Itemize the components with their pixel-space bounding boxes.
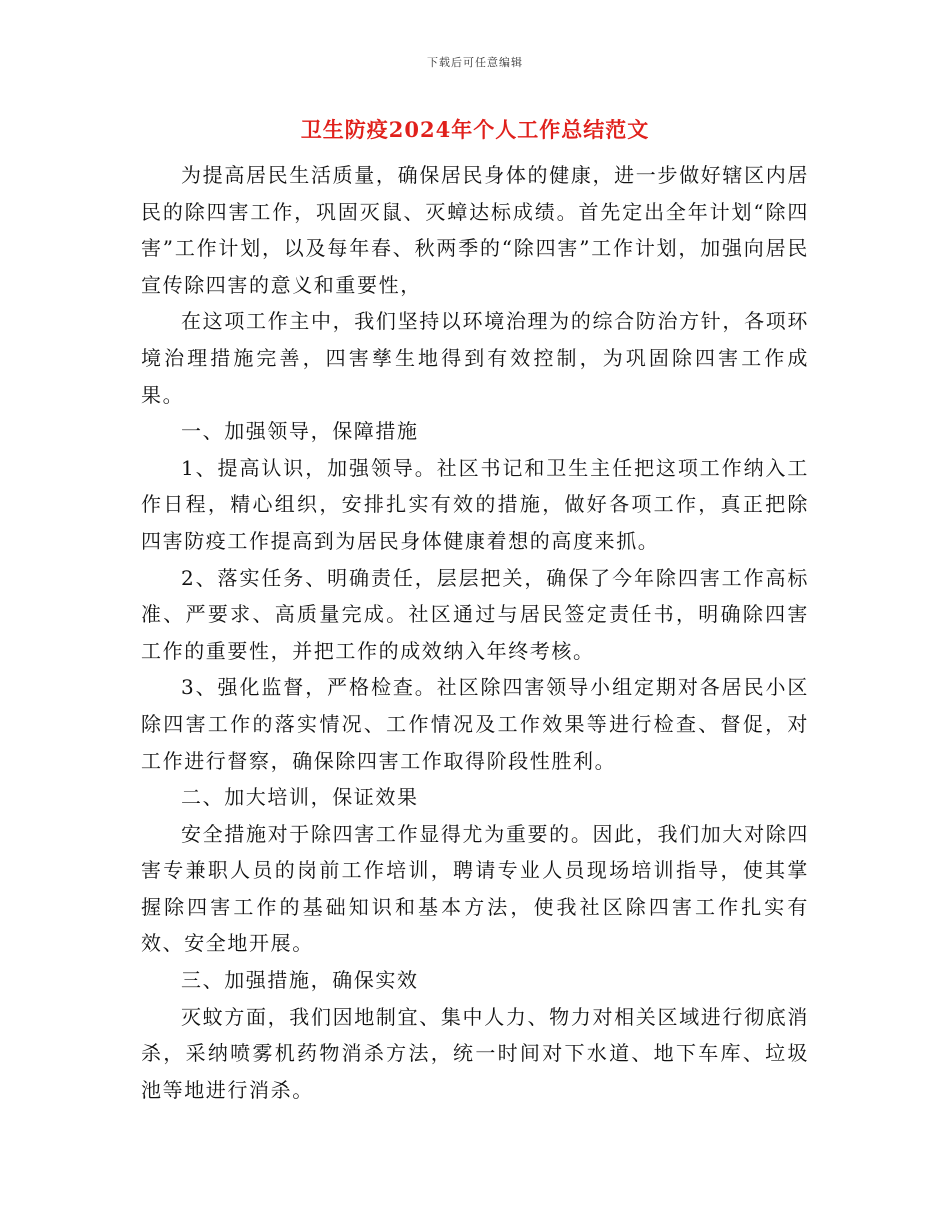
- section-heading: 三、加强措施，确保实效: [181, 968, 419, 993]
- section-heading: 二、加大培训，保证效果: [181, 785, 419, 810]
- paragraph: 灭蚊方面，我们因地制宜、集中人力、物力对相关区域进行彻底消杀，采纳喷雾机药物消杀方法，统一时间对下水道、地下车库、垃圾池等地进行消杀。: [141, 1004, 809, 1102]
- paragraph: 为提高居民生活质量，确保居民身体的健康，进一步做好辖区内居民的除四害工作，巩固灭鼠、灭蟑达标成绩。首先定出全年计划“除四害”工作计划，以及每年春、秋两季的“除四害”工作计划，加强向居民宣传除四害的意义和重要性，: [141, 163, 809, 297]
- paragraph: 2、落实任务、明确责任，层层把关，确保了今年除四害工作高标准、严要求、高质量完成。社区通过与居民签定责任书，明确除四害工作的重要性，并把工作的成效纳入年终考核。: [141, 565, 809, 663]
- paragraph: 3、强化监督，严格检查。社区除四害领导小组定期对各居民小区除四害工作的落实情况、工作情况及工作效果等进行检查、督促，对工作进行督察，确保除四害工作取得阶段性胜利。: [141, 675, 809, 773]
- paragraph: 安全措施对于除四害工作显得尤为重要的。因此，我们加大对除四害专兼职人员的岗前工作培训，聘请专业人员现场培训指导，使其掌握除四害工作的基础知识和基本方法，使我社区除四害工作扎实有效、安全地开展。: [141, 821, 809, 956]
- paragraph: 在这项工作主中，我们坚持以环境治理为的综合防治方针，各项环境治理措施完善，四害孳生地得到有效控制，为巩固除四害工作成果。: [141, 309, 809, 407]
- document-body: [141, 157, 809, 1108]
- document-title: 卫生防疫2024年个人工作总结范文: [300, 117, 650, 142]
- header-note: 下载后可任意编辑: [427, 56, 523, 69]
- section-heading: 一、加强领导，保障措施: [181, 419, 419, 444]
- paragraph: 1、提高认识，加强领导。社区书记和卫生主任把这项工作纳入工作日程，精心组织，安排扎实有效的措施，做好各项工作，真正把除四害防疫工作提高到为居民身体健康着想的高度来抓。: [141, 455, 809, 553]
